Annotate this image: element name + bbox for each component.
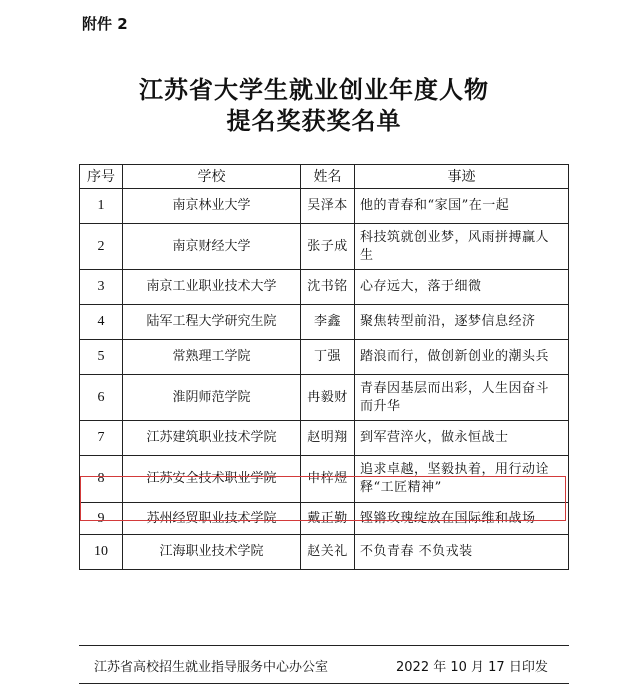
row-deed: 到军营淬火，做永恒战士 bbox=[355, 421, 569, 456]
header-name: 姓名 bbox=[301, 165, 355, 189]
row-name: 沈书铭 bbox=[301, 270, 355, 305]
row-school: 常熟理工学院 bbox=[123, 340, 301, 375]
header-index: 序号 bbox=[80, 165, 123, 189]
row-index: 10 bbox=[80, 535, 123, 570]
row-name: 李鑫 bbox=[301, 305, 355, 340]
row-school: 陆军工程大学研究生院 bbox=[123, 305, 301, 340]
row-deed: 青春因基层而出彩，人生因奋斗而升华 bbox=[355, 375, 569, 421]
row-index: 3 bbox=[80, 270, 123, 305]
row-index: 5 bbox=[80, 340, 123, 375]
document-subtitle: 提名奖获奖名单 bbox=[226, 107, 402, 135]
header-deed: 事迹 bbox=[355, 165, 569, 189]
footer-rule-top bbox=[79, 645, 569, 646]
row-index: 6 bbox=[80, 375, 123, 421]
header-school: 学校 bbox=[123, 165, 301, 189]
footer-office: 江苏省高校招生就业指导服务中心办公室 bbox=[94, 660, 329, 675]
row-school: 南京财经大学 bbox=[123, 224, 301, 270]
row-deed: 心存远大，落于细微 bbox=[355, 270, 569, 305]
table-row bbox=[80, 503, 569, 535]
row-index: 9 bbox=[80, 503, 123, 535]
row-name: 吴泽本 bbox=[301, 189, 355, 224]
row-deed: 踏浪而行，做创新创业的潮头兵 bbox=[355, 340, 569, 375]
row-school: 江海职业技术学院 bbox=[123, 535, 301, 570]
row-school: 苏州经贸职业技术学院 bbox=[123, 503, 301, 535]
row-index: 7 bbox=[80, 421, 123, 456]
row-school: 南京工业职业技术大学 bbox=[123, 270, 301, 305]
table-row bbox=[80, 456, 569, 503]
table-row bbox=[80, 340, 569, 375]
row-deed: 科技筑就创业梦，风雨拼搏赢人生 bbox=[355, 224, 569, 270]
row-index: 4 bbox=[80, 305, 123, 340]
row-name: 申梓煜 bbox=[301, 456, 355, 503]
table-header-row bbox=[80, 165, 569, 189]
row-school: 南京林业大学 bbox=[123, 189, 301, 224]
table-row bbox=[80, 421, 569, 456]
table-row bbox=[80, 224, 569, 270]
row-name: 赵关礼 bbox=[301, 535, 355, 570]
row-name: 冉毅财 bbox=[301, 375, 355, 421]
row-school: 江苏建筑职业技术学院 bbox=[123, 421, 301, 456]
row-school: 淮阴师范学院 bbox=[123, 375, 301, 421]
footer-rule-bottom bbox=[79, 683, 569, 684]
row-index: 1 bbox=[80, 189, 123, 224]
attachment-label: 附件 2 bbox=[82, 15, 128, 33]
footer-date: 2022 年 10 月 17 日印发 bbox=[396, 660, 548, 675]
awards-table bbox=[79, 164, 569, 570]
row-index: 8 bbox=[80, 456, 123, 503]
document-title: 江苏省大学生就业创业年度人物 bbox=[139, 76, 489, 104]
row-deed: 聚焦转型前沿，逐梦信息经济 bbox=[355, 305, 569, 340]
table-row bbox=[80, 270, 569, 305]
row-deed: 追求卓越，坚毅执着，用行动诠释“工匠精神” bbox=[355, 456, 569, 503]
row-deed: 铿锵玫瑰绽放在国际维和战场 bbox=[355, 503, 569, 535]
row-index: 2 bbox=[80, 224, 123, 270]
row-deed: 不负青春 不负戎装 bbox=[355, 535, 569, 570]
row-deed: 他的青春和“家国”在一起 bbox=[355, 189, 569, 224]
table-row bbox=[80, 189, 569, 224]
row-name: 赵明翔 bbox=[301, 421, 355, 456]
row-name: 丁强 bbox=[301, 340, 355, 375]
row-school: 江苏安全技术职业学院 bbox=[123, 456, 301, 503]
table-row bbox=[80, 375, 569, 421]
table-row bbox=[80, 535, 569, 570]
row-name: 戴正勤 bbox=[301, 503, 355, 535]
table-row bbox=[80, 305, 569, 340]
row-name: 张子成 bbox=[301, 224, 355, 270]
